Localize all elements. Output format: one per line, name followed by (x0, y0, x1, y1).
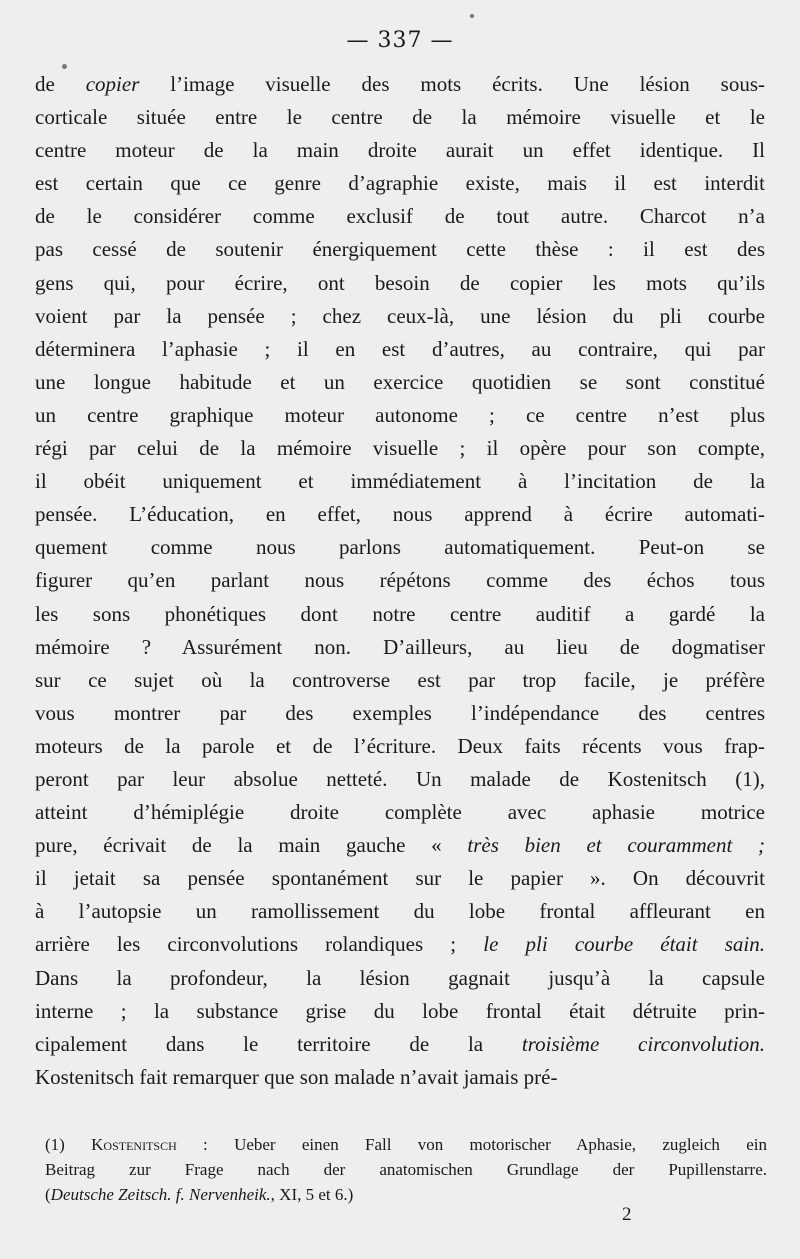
footnote (45, 1132, 767, 1207)
footnote-line: Beitrag zur Frage nach der anatomischen Grundlage der Pupillenstarre. (45, 1160, 767, 1179)
body-text (35, 68, 765, 1094)
text-line: interne ; la substance grise du lobe frontal était détruite prin- (35, 998, 765, 1023)
text-line: déterminera l’aphasie ; il en est d’autres, au contraire, qui par (35, 336, 765, 361)
italic-text: copier (85, 72, 140, 96)
text-line: pure, écrivait de la main gauche « très bien et couramment ; (35, 833, 765, 858)
text-line: sur ce sujet où la controverse est par trop facile, je préfère (35, 667, 765, 692)
text-line: gens qui, pour écrire, ont besoin de copier les mots qu’ils (35, 270, 765, 295)
text-line: peront par leur absolue netteté. Un malade de Kostenitsch (1), (35, 766, 765, 791)
text-line: pensée. L’éducation, en effet, nous apprend à écrire automati- (35, 502, 765, 527)
italic-text: le pli courbe était sain. (483, 932, 765, 957)
text-line: arrière les circonvolutions rolandiques ; le pli courbe était sain. (35, 932, 765, 957)
text-line: les sons phonétiques dont notre centre auditif a gardé la (35, 601, 765, 626)
text-line: Kostenitsch fait remarquer que son malade n’avait jamais pré- (35, 1064, 558, 1089)
text-line: Dans la profondeur, la lésion gagnait jusqu’à la capsule (35, 965, 765, 990)
text-line: une longue habitude et un exercice quotidien se sont constitué (35, 369, 765, 394)
footnote-line: (1) Kostenitsch : Ueber einen Fall von motorischer Aphasie, zugleich ein (45, 1135, 767, 1154)
text-line: cipalement dans le territoire de la troisième circonvolution. (35, 1031, 765, 1056)
text-line: corticale située entre le centre de la mémoire visuelle et le (35, 105, 765, 130)
text-line: moteurs de la parole et de l’écriture. Deux faits récents vous frap- (35, 733, 765, 758)
text-line: vous montrer par des exemples l’indépendance des centres (35, 700, 765, 725)
text-line: centre moteur de la main droite aurait un effet identique. Il (35, 138, 765, 163)
text-line: voient par la pensée ; chez ceux-là, une lésion du pli courbe (35, 303, 765, 328)
text-line: de le considérer comme exclusif de tout autre. Charcot n’a (35, 204, 765, 229)
text-line: de copier l’image visuelle des mots écrits. Une lésion sous- (35, 72, 765, 96)
text-line: à l’autopsie un ramollissement du lobe frontal affleurant en (35, 899, 765, 924)
footnote-line: (Deutsche Zeitsch. f. Nervenheik., XI, 5 et 6.) (45, 1185, 354, 1204)
italic-text: Deutsche Zeitsch. f. Nervenheik. (50, 1185, 271, 1204)
text-line: atteint d’hémiplégie droite complète avec aphasie motrice (35, 800, 765, 825)
author-name: Kostenitsch (91, 1135, 177, 1154)
text-line: mémoire ? Assurément non. D’ailleurs, au lieu de dogmatiser (35, 634, 765, 659)
italic-text: troisième circonvolution. (521, 1031, 765, 1056)
ink-speck (62, 64, 67, 69)
signature-mark: 2 (622, 1204, 632, 1225)
italic-text: très bien et couramment ; (467, 833, 765, 858)
ink-speck (470, 14, 474, 18)
text-line: figurer qu’en parlant nous répétons comme des échos tous (35, 568, 765, 593)
text-line: pas cessé de soutenir énergiquement cette thèse : il est des (35, 237, 765, 262)
text-line: un centre graphique moteur autonome ; ce centre n’est plus (35, 402, 765, 427)
text-line: régi par celui de la mémoire visuelle ; il opère pour son compte, (35, 436, 765, 461)
text-line: il obéit uniquement et immédiatement à l’incitation de la (35, 469, 765, 494)
text-line: quement comme nous parlons automatiquement. Peut-on se (35, 535, 765, 560)
page-number: — 337 — (346, 28, 454, 53)
text-line: est certain que ce genre d’agraphie existe, mais il est interdit (35, 171, 765, 196)
text-line: il jetait sa pensée spontanément sur le papier ». On découvrit (35, 866, 765, 891)
